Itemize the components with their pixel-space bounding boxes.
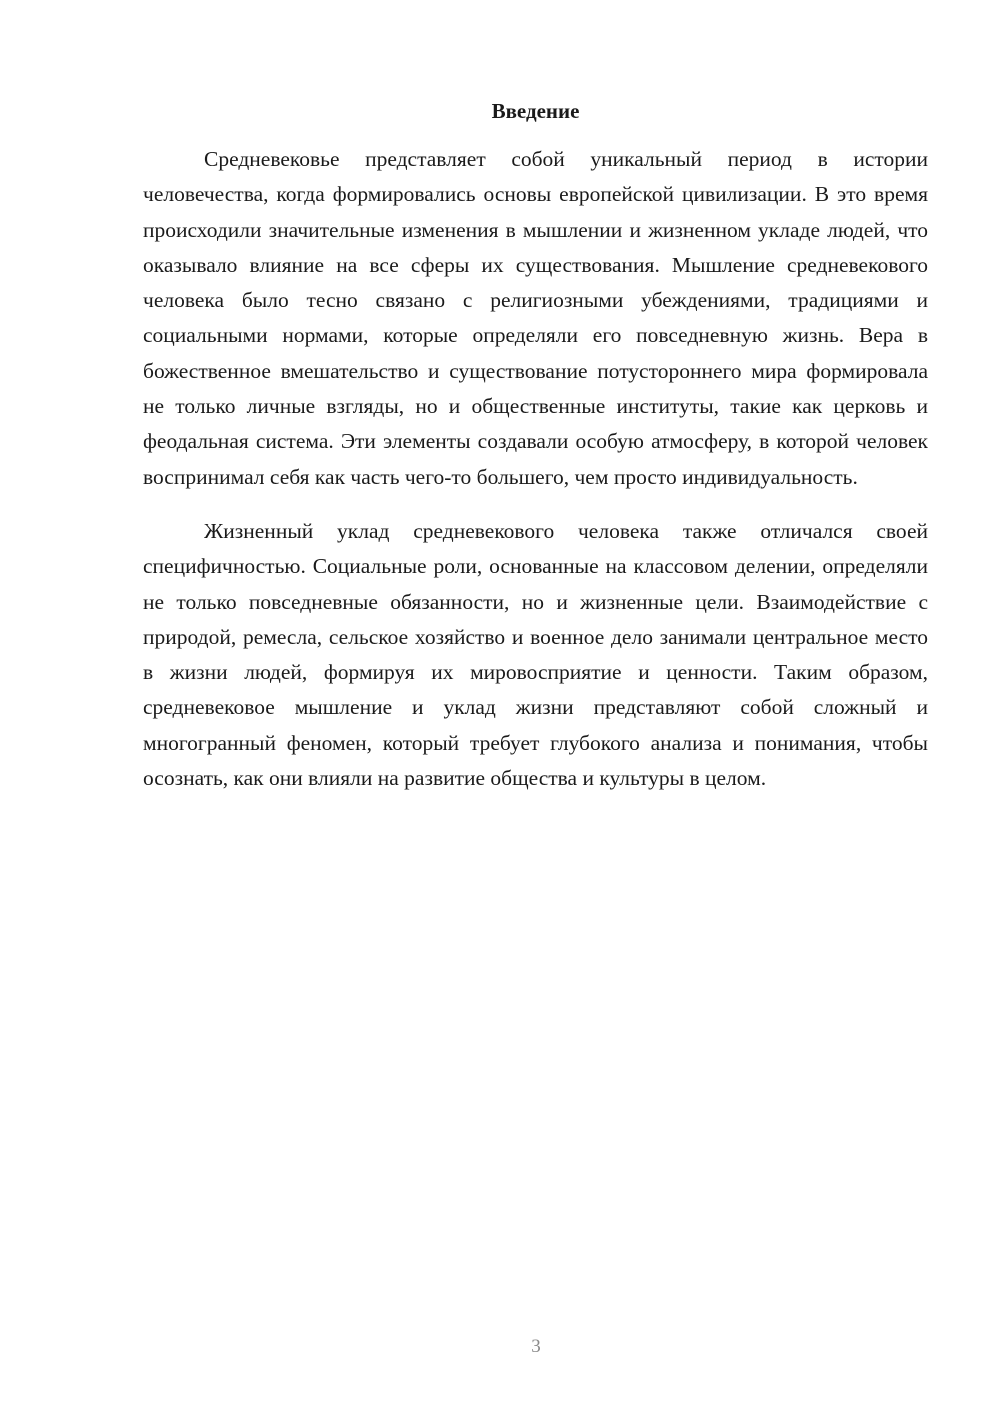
paragraph-intro: Средневековье представляет собой уникальный период в истории человечества, когда формировались основы европейской цивилизации. В это время происходили значительные изменения в мышлении и жизненном укладе людей, что оказывало влияние на все сферы их существования. Мышление средневекового человека было тесно связано с религиозными убеждениями, традициями и социальными нормами, которые определяли его повседневную жизнь. Вера в божественное вмешательство и существование потустороннего мира формировала не только личные взгляды, но и общественные институты, такие как церковь и феодальная система. Эти элементы создавали особую атмосферу, в которой человек воспринимал себя как часть чего-то большего, чем просто индивидуальность. [143, 147, 928, 489]
body-text [143, 142, 928, 796]
page-number: 3 [531, 1336, 541, 1357]
paragraph-lifestyle: Жизненный уклад средневекового человека также отличался своей специфичностью. Социальные роли, основанные на классовом делении, определяли не только повседневные обязанности, но и жизненные цели. Взаимодействие с природой, ремесла, сельское хозяйство и военное дело занимали центральное место в жизни людей, формируя их мировосприятие и ценности. Таким образом, средневековое мышление и уклад жизни представляют собой сложный и многогранный феномен, который требует глубокого анализа и понимания, чтобы осознать, как они влияли на развитие общества и культуры в целом. [143, 518, 928, 791]
section-heading: Введение [491, 99, 580, 123]
